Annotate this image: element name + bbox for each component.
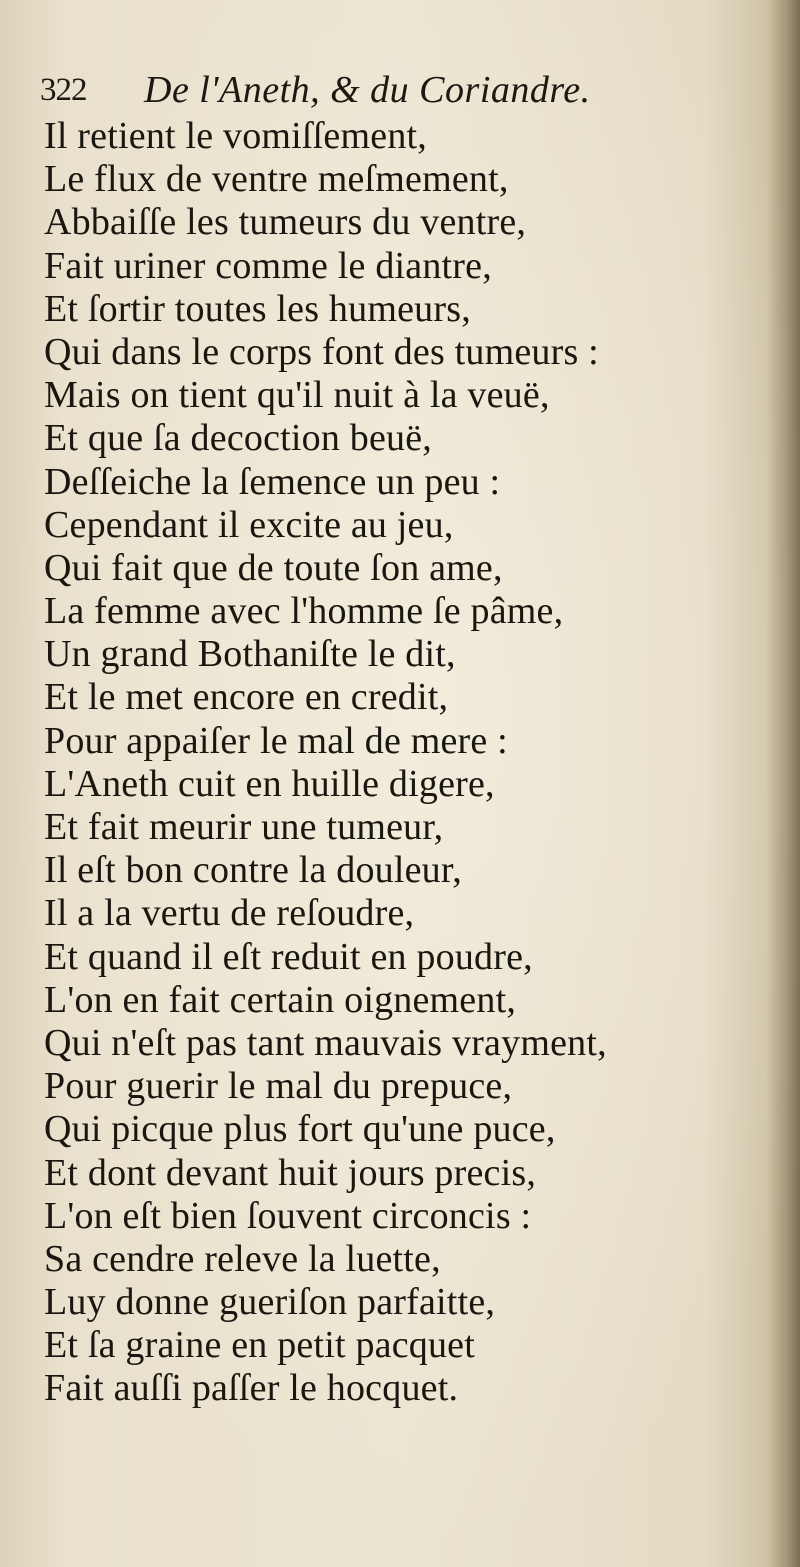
verse-line: Fait uriner comme le diantre,: [44, 244, 492, 287]
verse-line: Luy donne gueriſon parfaitte,: [44, 1281, 496, 1324]
verse-line: Mais on tient qu'il nuit à la veuë,: [44, 374, 550, 417]
verse-line: Sa cendre releve la luette,: [44, 1237, 441, 1280]
verse-line: Pour guerir le mal du prepuce,: [44, 1065, 513, 1108]
verse-line: Et fait meurir une tumeur,: [44, 806, 444, 848]
verse-line: L'on eſt bien ſouvent circoncis :: [44, 1194, 532, 1237]
verse-line: Qui n'eſt pas tant mauvais vrayment,: [44, 1021, 607, 1064]
poem-text: [44, 115, 744, 1411]
page-edge-shadow: [766, 0, 800, 1567]
verse-line: Qui dans le corps font des tumeurs :: [44, 330, 599, 373]
verse-line: Et que ſa decoction beuë,: [44, 417, 433, 460]
verse-line: Fait auſſi paſſer le hocquet.: [44, 1367, 459, 1410]
verse-line: L'Aneth cuit en huille digere,: [44, 762, 495, 805]
verse-line: Il eſt bon contre la douleur,: [44, 849, 462, 892]
running-head: De l'Aneth, & du Coriandre.: [144, 69, 591, 111]
verse-line: Et dont devant huit jours precis,: [44, 1151, 537, 1194]
verse-line: La femme avec l'homme ſe pâme,: [44, 590, 564, 633]
verse-line: Un grand Bothaniſte le dit,: [44, 633, 456, 676]
verse-line: Et ſa graine en petit pacquet: [44, 1324, 475, 1367]
verse-line: Il retient le vomiſſement,: [44, 115, 427, 157]
verse-line: Le flux de ventre meſmement,: [44, 158, 509, 201]
verse-line: Pour appaiſer le mal de mere :: [44, 719, 508, 762]
verse-line: Et ſortir toutes les humeurs,: [44, 287, 471, 330]
page-number: 322: [40, 72, 87, 108]
verse-line: Deſſeiche la ſemence un peu :: [44, 460, 501, 503]
verse-line: Abbaiſſe les tumeurs du ventre,: [44, 201, 527, 244]
verse-line: L'on en fait certain oignement,: [44, 978, 517, 1021]
page-header: [40, 68, 760, 118]
verse-line: Et le met encore en credit,: [44, 676, 449, 719]
verse-line: Il a la vertu de reſoudre,: [44, 892, 415, 935]
verse-line: Qui fait que de toute ſon ame,: [44, 546, 503, 589]
verse-line: Cependant il excite au jeu,: [44, 503, 454, 546]
verse-line: Et quand il eſt reduit en poudre,: [44, 935, 533, 978]
verse-line: Qui picque plus fort qu'une puce,: [44, 1108, 556, 1151]
